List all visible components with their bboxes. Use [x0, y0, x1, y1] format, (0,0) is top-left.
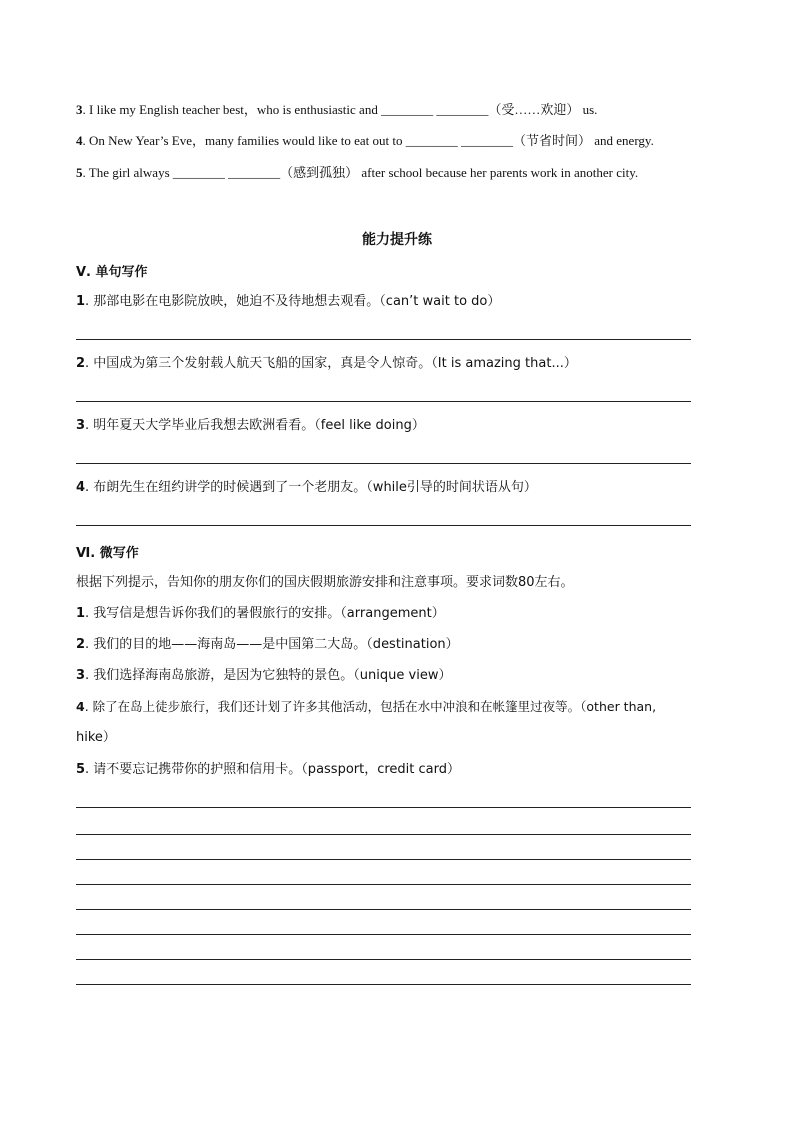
answer-line[interactable] [76, 339, 691, 340]
hint-item-4-continued [76, 729, 116, 747]
fill-in-item-3 [76, 101, 597, 119]
item-text: . The girl always ________ ________（感到孤独） after school because her parents work in another city. [82, 165, 639, 180]
answer-line[interactable] [76, 463, 691, 464]
writing-line[interactable] [76, 984, 691, 985]
translation-item-4 [76, 479, 537, 497]
section-heading-single-sentence: Ⅴ. 单句写作 [76, 265, 148, 280]
item-text: . 我们的目的地——海南岛——是中国第二大岛。（destination） [85, 637, 459, 652]
writing-line[interactable] [76, 859, 691, 860]
translation-item-1 [76, 293, 500, 311]
item-number: 1 [76, 606, 86, 621]
translation-item-3 [76, 417, 425, 435]
writing-instructions: 根据下列提示，告知你的朋友你们的国庆假期旅游安排和注意事项。要求词数80左右。 [76, 575, 574, 590]
item-number: 4 [76, 699, 85, 714]
page-title: 能力提升练 [362, 232, 432, 248]
answer-line[interactable] [76, 401, 691, 402]
item-number: 4 [76, 133, 83, 148]
item-number: 2 [76, 356, 86, 371]
item-number: 5 [76, 762, 86, 777]
fill-in-item-5 [76, 164, 638, 182]
writing-line[interactable] [76, 807, 691, 808]
item-text: . 我写信是想告诉你我们的暑假旅行的安排。（arrangement） [85, 606, 445, 621]
writing-line[interactable] [76, 834, 691, 835]
item-text: . 请不要忘记携带你的护照和信用卡。（passport，credit card） [85, 762, 461, 777]
hint-item-5 [76, 761, 460, 779]
writing-line[interactable] [76, 959, 691, 960]
fill-in-item-4 [76, 132, 654, 150]
writing-line[interactable] [76, 934, 691, 935]
item-text: . On New Year’s Eve，many families would like to eat out to ________ ________（节省时间） and energy. [82, 133, 654, 148]
item-number: 2 [76, 637, 86, 652]
hint-item-4 [76, 698, 656, 716]
writing-line[interactable] [76, 884, 691, 885]
item-text: . 我们选择海南岛旅游，是因为它独特的景色。（unique view） [85, 668, 452, 683]
section-heading-micro-writing: Ⅵ. 微写作 [76, 546, 139, 561]
item-number: 3 [76, 418, 86, 433]
item-number: 3 [76, 668, 86, 683]
item-text: . 布朗先生在纽约讲学的时候遇到了一个老朋友。（while引导的时间状语从句） [85, 480, 537, 495]
item-number: 5 [76, 165, 83, 180]
item-text: . 那部电影在电影院放映，她迫不及待地想去观看。（can’t wait to do） [85, 294, 501, 309]
item-text: . 中国成为第三个发射载人航天飞船的国家，真是令人惊奇。（It is amazing that...） [85, 356, 577, 371]
item-number: 1 [76, 294, 86, 309]
answer-line[interactable] [76, 525, 691, 526]
hint-item-3 [76, 667, 451, 685]
hint-item-2 [76, 636, 459, 654]
item-text: . 除了在岛上徒步旅行，我们还计划了许多其他活动，包括在水中冲浪和在帐篷里过夜等。（other than, [84, 699, 657, 714]
translation-item-2 [76, 355, 577, 373]
item-number: 4 [76, 480, 86, 495]
item-number: 3 [76, 102, 83, 117]
writing-line[interactable] [76, 909, 691, 910]
item-text: . I like my English teacher best，who is enthusiastic and ________ ________（受……欢迎） us. [82, 102, 598, 117]
hint-item-1 [76, 605, 445, 623]
item-text: hike） [76, 730, 116, 745]
item-text: . 明年夏天大学毕业后我想去欧洲看看。（feel like doing） [85, 418, 425, 433]
